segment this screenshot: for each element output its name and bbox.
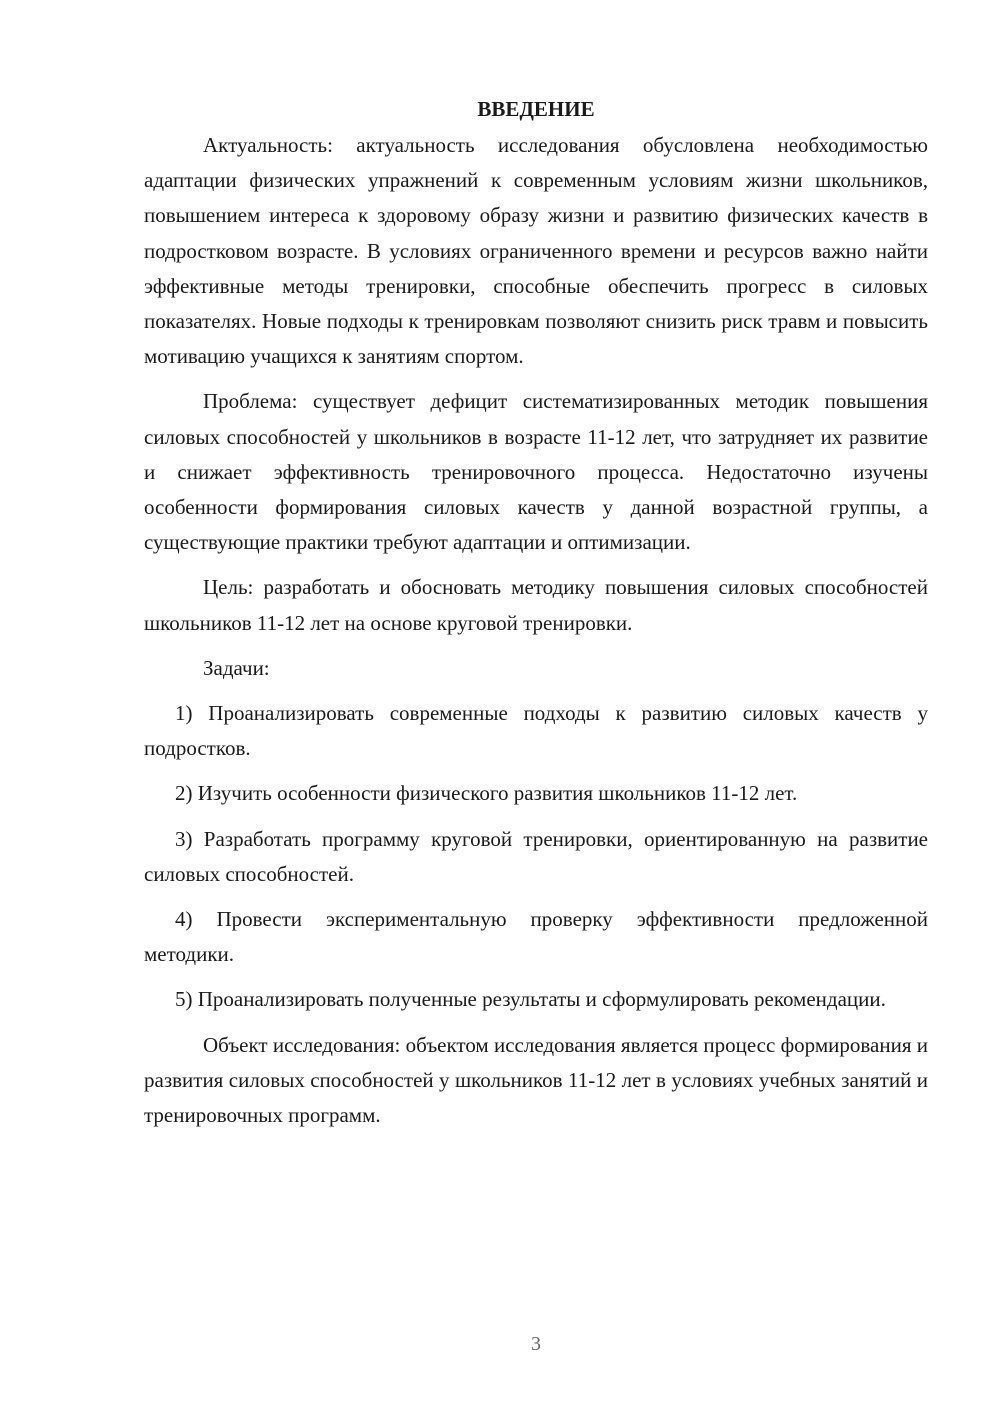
task-item-5: 5) Проанализировать полученные результаты и сформулировать рекомендации. xyxy=(175,987,886,1012)
task-item-2: 2) Изучить особенности физического развития школьников 11-12 лет. xyxy=(175,781,798,806)
task-item-1: 1) Проанализировать современные подходы к развитию силовых качеств у подростков. xyxy=(144,701,928,761)
paragraph-object: Объект исследования: объектом исследования является процесс формирования и развития силовых способностей у школьников 11-12 лет в условиях учебных занятий и тренировочных программ. xyxy=(144,1032,928,1128)
task-item-4: 4) Провести экспериментальную проверку эффективности предложенной методики. xyxy=(144,907,928,967)
document-page xyxy=(144,92,928,1133)
task-item-3: 3) Разработать программу круговой тренировки, ориентированную на развитие силовых способностей. xyxy=(144,826,928,886)
page-number: 3 xyxy=(531,1333,541,1355)
paragraph-relevance: Актуальность: актуальность исследования обусловлена необходимостью адаптации физических упражнений к современным условиям жизни школьников, повышением интереса к здоровому образу жизни и развитию физических качеств в подростковом возрасте. В условиях ограниченного времени и ресурсов важно найти эффективные методы тренировки, способные обеспечить прогресс в силовых показателях. Новые подходы к тренировкам позволяют снизить риск травм и повысить мотивацию учащихся к занятиям спортом. xyxy=(144,133,928,369)
paragraph-goal: Цель: разработать и обосновать методику повышения силовых способностей школьников 11-12 лет на основе круговой тренировки. xyxy=(144,575,928,635)
paragraph-problem: Проблема: существует дефицит систематизированных методик повышения силовых способностей у школьников в возрасте 11-12 лет, что затрудняет их развитие и снижает эффективность тренировочного процесса. Недостаточно изучены особенности формирования силовых качеств у данной возрастной группы, а существующие практики требуют адаптации и оптимизации. xyxy=(144,389,928,555)
paragraph-tasks-heading: Задачи: xyxy=(203,655,270,680)
page-title: ВВЕДЕНИЕ xyxy=(477,97,595,121)
